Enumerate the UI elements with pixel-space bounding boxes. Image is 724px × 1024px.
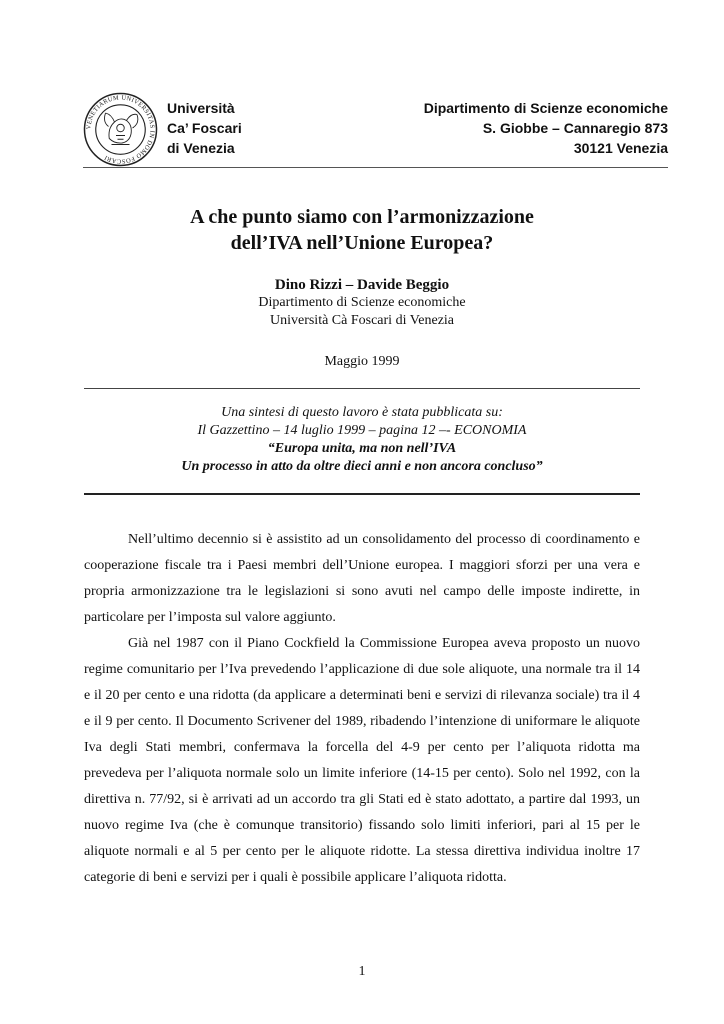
- page-number: 1: [358, 964, 366, 979]
- paper-title: A che punto siamo con l’armonizzazione dell’IVA nell’Unione Europea?: [190, 206, 534, 254]
- summary-top-divider: [84, 388, 640, 389]
- summary-bottom-divider: [84, 493, 640, 495]
- paragraph: Già nel 1987 con il Piano Cockfield la Commissione Europea aveva proposto un nuovo regime comunitario per l’Iva prevedendo l’applicazione di due sole aliquote, una normale tra il 14 e il 20 per cento e una ridotta (da applicare a determinati beni e servizi di rilevanza sociale) tra il 4 e il 9 per cento. Il Documento Scrivener del 1989, ribadendo l’intenzione di uniformare le aliquote Iva degli Stati membri, confermava la forcella del 4-9 per cento per l’aliquota ridotta ma prevedeva per l’aliquota normale solo un limite inferiore (14-15 per cento). Solo nel 1992, con la direttiva n. 77/92, si è arrivati ad un accordo tra gli Stati ed è stato adottato, a partire dal 1993, un nuovo regime Iva (che è comunque transitorio) fissando solo limiti inferiori, pari al 15 per le aliquote normali e al 5 per cento per le aliquote ridotte. La stessa direttiva individua inoltre 17 categorie di beni e servizi per i quali è possibile applicare l’aliquota ridotta.: [84, 636, 640, 885]
- university-seal-icon: [83, 92, 158, 167]
- affiliation: Dipartimento di Scienze economiche Università Cà Foscari di Venezia: [258, 295, 466, 328]
- seal-text: VENETIARUM UNIVERSITAS IN DOMO FOSCARI: [85, 94, 156, 165]
- paragraph: Nell’ultimo decennio si è assistito ad un consolidamento del processo di coordinamento e cooperazione fiscale tra i Paesi membri dell’Unione europea. I maggiori sforzi per una vera e propria armonizzazione tra le legislazioni si sono avuti nel campo delle imposte indirette, in particolare per l’imposta sul valore aggiunto.: [84, 532, 640, 625]
- publication-date: Maggio 1999: [324, 354, 400, 369]
- summary-note: Una sintesi di questo lavoro è stata pubblicata su: Il Gazzettino – 14 luglio 1999 – pagina 12 –- ECONOMIA “Europa unita, ma non nell’IVA Un processo in atto da oltre dieci anni e non ancora concluso”: [181, 405, 543, 474]
- university-name: Università Ca’ Foscari di Venezia: [167, 100, 242, 156]
- department-address: Dipartimento di Scienze economiche S. Giobbe – Cannaregio 873 30121 Venezia: [423, 100, 668, 156]
- body-text: [84, 527, 640, 891]
- authors: Dino Rizzi – Davide Beggio: [274, 277, 450, 293]
- header-divider: [83, 167, 668, 168]
